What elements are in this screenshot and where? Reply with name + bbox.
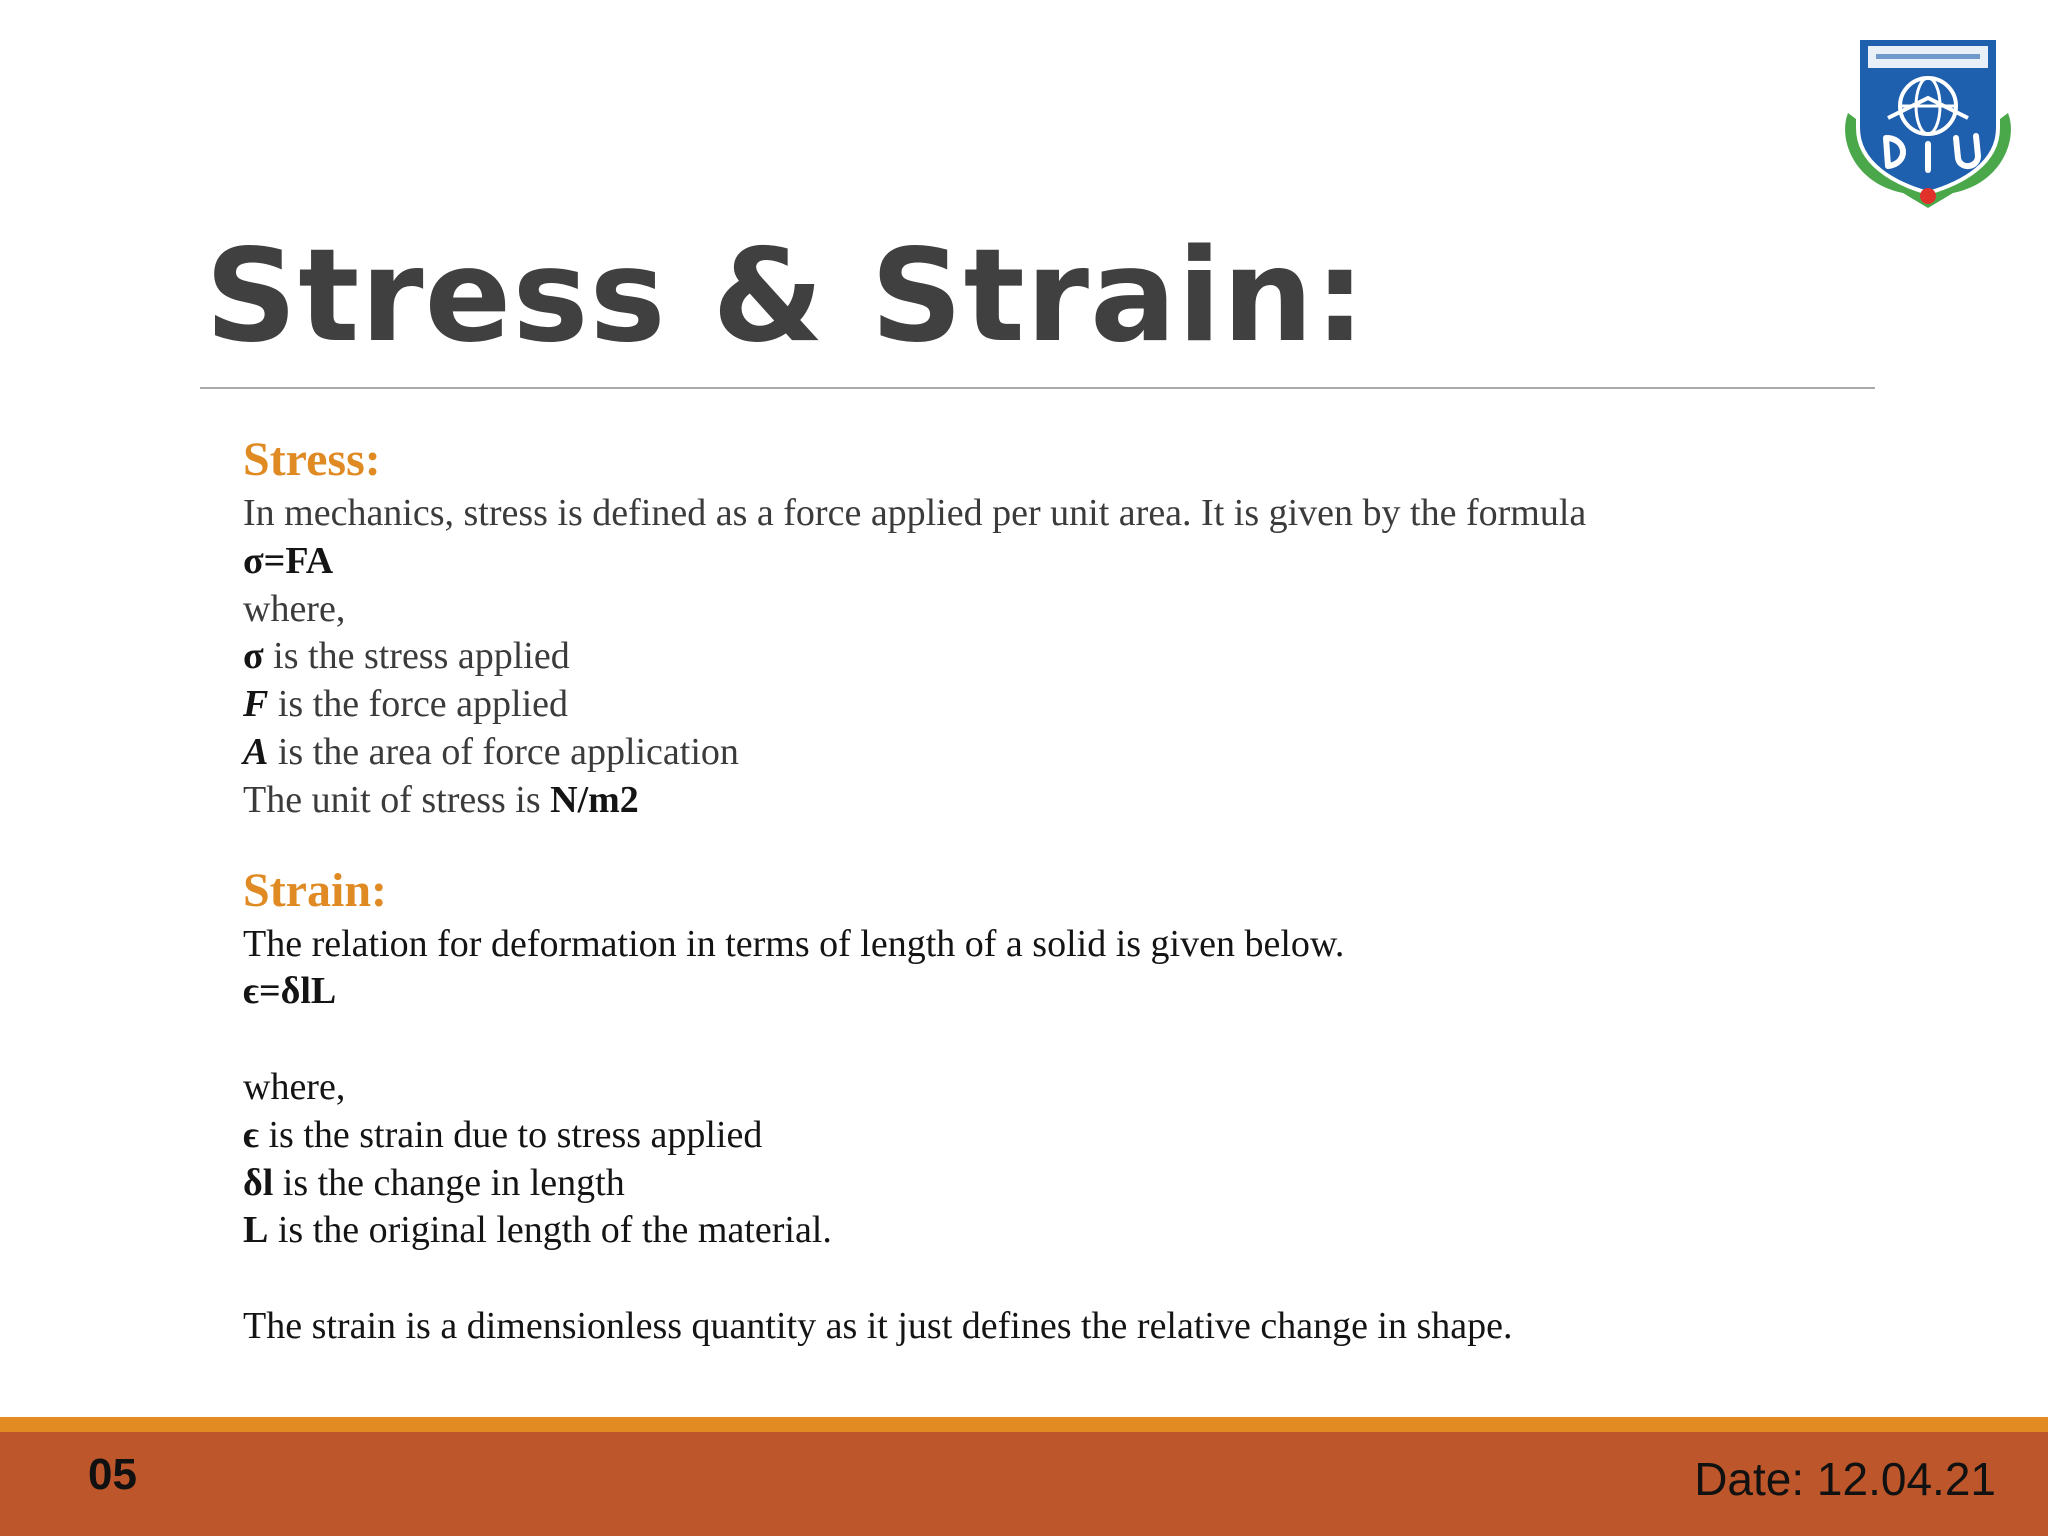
- stress-def-force: [243, 681, 1863, 729]
- strain-def-epsilon: [243, 1112, 1863, 1160]
- slide-title: Stress & Strain:: [205, 222, 1367, 371]
- strain-intro: The relation for deformation in terms of length of a solid is given below.: [243, 922, 1345, 965]
- def-symbol: F: [243, 683, 269, 726]
- def-text: is the strain due to stress applied: [259, 1113, 763, 1156]
- def-text: is the force applied: [268, 683, 569, 726]
- stress-heading: Stress:: [243, 433, 381, 486]
- strain-def-delta-l: [243, 1160, 1863, 1208]
- def-text: is the stress applied: [263, 635, 570, 678]
- stress-where: where,: [243, 587, 346, 630]
- def-symbol: δl: [243, 1161, 274, 1204]
- strain-conclusion: The strain is a dimensionless quantity as it just defines the relative change in shape.: [243, 1304, 1513, 1347]
- def-symbol: A: [243, 730, 269, 773]
- stress-unit: [243, 777, 1863, 825]
- stress-def-area: [243, 729, 1863, 777]
- university-crest-icon: [1828, 18, 2028, 218]
- def-text: is the area of force application: [268, 730, 739, 773]
- slide-date: Date: 12.04.21: [1694, 1453, 1996, 1505]
- slide-content: [243, 430, 1863, 1351]
- def-text: is the change in length: [273, 1161, 625, 1204]
- strain-formula: ϵ=δlL: [243, 970, 337, 1013]
- unit-prefix: The unit of stress is: [243, 778, 551, 821]
- stress-intro: In mechanics, stress is defined as a force applied per unit area. It is given by the formula: [243, 492, 1587, 534]
- def-symbol: L: [243, 1209, 269, 1252]
- def-symbol: σ: [243, 635, 264, 678]
- footer-accent-band: [0, 1417, 2048, 1432]
- unit-value: N/m2: [550, 778, 639, 821]
- stress-def-sigma: [243, 633, 1863, 681]
- strain-where: where,: [243, 1065, 346, 1108]
- title-divider: [200, 387, 1875, 389]
- page-number: 05: [88, 1450, 137, 1499]
- strain-heading: Strain:: [243, 863, 387, 917]
- def-text: is the original length of the material.: [268, 1209, 832, 1252]
- stress-formula: σ=FA: [243, 539, 334, 582]
- strain-def-length: [243, 1207, 1863, 1255]
- def-symbol: ϵ: [243, 1113, 259, 1156]
